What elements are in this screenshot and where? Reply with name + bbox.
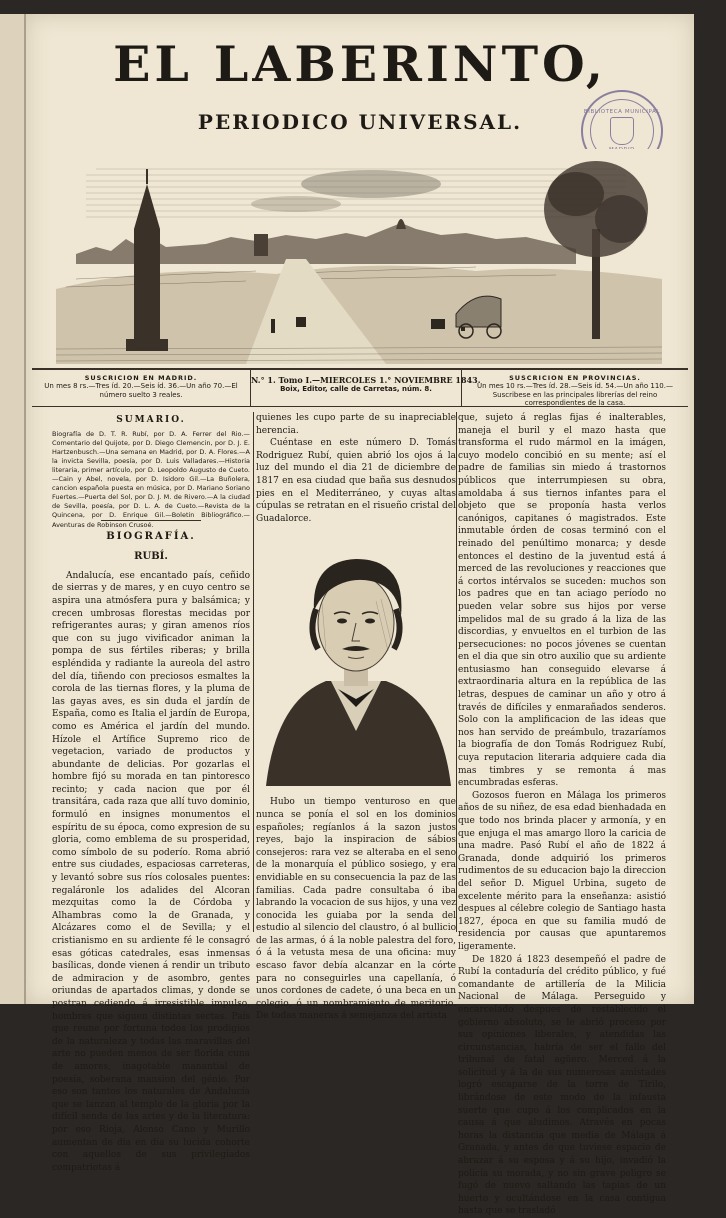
article-text-col1 xyxy=(52,570,250,1175)
biography-subject-name: RUBÍ. xyxy=(134,551,168,563)
masthead-title: EL LABERINTO, xyxy=(113,35,607,93)
issue-line: N.° 1. Tomo I.—MIERCOLES 1.° NOVIEMBRE 1843. xyxy=(251,375,481,385)
city-engraving xyxy=(56,149,662,364)
sumario-text: Biografía de D. T. R. Rubí, por D. A. Ferrer del Rio.—Comentario del Quijote, por D. Diego Clemencin, por D. J. E. Hartzenbusch.—Una semana en Madrid, por D. A. Flores.—A la invicta Sevilla, poesía, por D. Luis Valladares.—Historia literaria, primer artículo, por D. Leopoldo Augusto de Cueto.—Cain y Abel, novela, por D. Isidoro Gil.—La Buñolera, cancion española puesta en música, por D. Mariano Soriano Fuertes.—Puerta del Sol, por D. J. M. de Rivero.—A la ciudad de Sevilla, poesía, por D. L. A. de Cueto.—Revista de la Quincena, por D. Enrique Gil.—Boletin Bibliográfico.—Aventuras de Robinson Crusoé. xyxy=(52,429,250,529)
paragraph: De 1820 á 1823 desempeñó el padre de Rubí la contaduría del crédito público, y fué comandante de artillería de la Milicia Nacional de Málaga. Perseguido y encarcelado despues de restablecido el gobierno absoluto, se le abrió proceso por sus opiniones liberales, y atendidas las circunstancias, habría de ser el fallo del tribunal de fatal agüero. Merced á la solicitud y á la de sus numerosas amistades logró escaparse de la torre de Tirilo, librándose de este modo de la infausta suerte que cupo á los complicados en la causa á que aludimos. Através en pocas horas la distancia que media de Málaga á Granada, y antes de que tuviese espacio de abrazar á su esposa y á su hijo, invadió la policía su morada, y no sin grave peligro se fugó de nuevo saltando las tapias de un huerto y ocultándose en la casa contigua hasta que se trasladó xyxy=(458,954,666,1217)
subscription-bar xyxy=(32,368,688,407)
paragraph: quienes les cupo parte de su inapreciable herencia. xyxy=(256,413,456,436)
provinces-subscription-heading: SUSCRICION EN PROVINCIAS. xyxy=(509,374,641,382)
publisher-line: Boix, Editor, calle de Carretas, núm. 8. xyxy=(280,385,432,394)
paragraph: Hubo un tiempo venturoso en que nunca se ponía el sol en los dominios españoles; regíanlos á la sazon justos reyes, bajo la inspiracion de sábios consejeros: rara vez se alteraba en el seno de la monarquía el público sosiego, y era envidiable en su consecuencia la paz de las familias. Cada padre consultaba ó iba labrando la vocacion de sus hijos, y una vez conocida les guiaba por la senda del estudio al silencio del claustro, ó al bullicio de las armas, ó á la noble palestra del foro, ó á la vetusta mesa de una oficina: muy escaso favor debía alcanzar en la córte para no conseguirles una capellanía, ó unos cordones de cadete, ó una beca en un colegio, ó un nombramiento de meritorio. De todas maneras á semejanza del artista xyxy=(256,797,456,1022)
column-2 xyxy=(256,412,456,1022)
biografia-heading: BIOGRAFÍA. xyxy=(106,530,196,542)
paragraph: Cuéntase en este número D. Tomás Rodriguez Rubí, quien abrió los ojos á la luz del mundo el dia 21 de diciembre de 1817 en esa ciudad que baña sus desnudos pies en el Mediterráneo, y cuyas altas cúpulas se retratan en el risueño cristal del Guadalorce. xyxy=(256,438,456,524)
madrid-subscription-heading: SUSCRICION EN MADRID. xyxy=(84,374,198,382)
paragraph: Andalucía, ese encantado país, ceñido de sierras y de mares, y en cuyo centro se aspira una atmósfera pura y balsámica; y crecen umbrosas florestas mecidas por refrigerantes auras; y giran amenos ríos que con su jugo vivificador animan la pompa de sus fértiles riberas; y brilla espléndida y radiante la aureola del astro del día, tiñendo con preciosos esmaltes la corola de las tiernas flores, y la pluma de las gayas aves, es sin duda el jardín de España, como es Italia el jardín de Europa, como es América el jardín del mundo. Hízole el Artífice Supremo rico de vegetacion, variado de productos y abundante de delicias. Por gozarlas el hombre fijó su morada en tan pintoresco recinto; y cada nacion que por él transitára, cada raza que allí tuvo dominio, formuló en insignes monumentos el espíritu de su época, como expresion de su gloria, como emblema de su prosperidad, como símbolo de su poderío. Roma abrió entre sus ciudades, espaciosas carreteras, y levantó sobre sus ríos colosales puentes: regaláronle los adalides del Alcoran mezquitas como la de Córdoba y Alhambras como la de Granada, y Alcázares como el de Sevilla; y el cristianismo en su ardiente fé le consagró esas góticas catedrales, esas inmensas basílicas, donde vienen á rendir un tributo de admiracion y de asombro, gentes oriundas de apartados climas, y donde se postran cediendo á irresistible impulso, hombres que siguen distintas sectas. País que reune por fortuna todos los prodigios de la naturaleza y todas las maravillas del arte no pueden menos de ser florida cuna de amores, inagotable manantial de poesía, soberana mansion del génio. Por eso son tantos los naturales de Andalucía que se lanzan al templo de la gloria por la difícil senda de las artes y de la literatura: por eso Rioja, Alonso Cano y Murillo aumentan de dia en dia su lucida cohorte con aquellos de sus privilegiados compatriotas á xyxy=(52,570,250,1173)
newspaper-page xyxy=(26,14,694,1217)
issue-info xyxy=(251,370,481,406)
paragraph: Gozosos fueron en Málaga los primeros años de su niñez, de esa edad bienhadada en que todo nos brinda placer y armonía, y en que enjuga el mas amargo lloro la caricia de una madre. Pasó Rubí el año de 1822 á Granada, donde adquirió los primeros rudimentos de su educacion bajo la direccion del señor D. Miguel Urbina, sugeto de excelente mérito para la enseñanza: asistió despues al célebre colegio de Santiago hasta 1827, época en que su familia mudó de residencia por causas que apuntaremos ligeramente. xyxy=(458,790,666,952)
column-rule xyxy=(456,412,457,932)
paragraph: que, sujeto á reglas fijas é inalterables, maneja el buril y el mazo hasta que transforma el rudo mármol en la imágen, cuyo modelo concibió en su mente; así el padre de familias sin miedo á trastornos públicos que interrumpiesen su obra, amoldaba á sus tiernos infantes para el objeto que se proponía hasta verlos canónigos, capitanes ó magistrados. Este inmutable órden de cosas terminó con el reinado del penúltimo monarca; y desde entonces el destino de la juventud está á merced de las revoluciones y reacciones que á cortos intérvalos se suceden: muchos son los padres que en tan aciago período no pueden velar sobre sus hijos por verse impelidos mal de su grado á la liza de las discordias, y envueltos en el turbion de las persecuciones: no pocos jóvenes se cuentan en el dia que sin otro auxilio que su ardiente entusiasmo han conseguido elevarse á extraordinaria altura en la república de las letras, despues de caminar un año y otro á través de difíciles y enmarañados senderos. Solo con la amplificacion de las ideas que nos han servido de preámbulo, trazaríamos la biografía de don Tomás Rodriguez Rubí, cuya reputacion literaria adquiere cada dia mas timbres y se remonta á mas encumbradas esferas. xyxy=(458,413,666,789)
madrid-subscription-text: Un mes 8 rs.—Tres íd. 20.—Seis íd. 36.—Un año 70.—El número suelto 3 reales. xyxy=(44,382,238,399)
sumario-heading: SUMARIO. xyxy=(116,415,186,425)
column-1 xyxy=(52,412,250,1173)
stamp-top-text: BIBLIOTECA MUNICIPAL xyxy=(583,109,661,115)
column-rule xyxy=(253,412,254,932)
adjacent-page-edge xyxy=(0,14,26,1004)
crest-icon xyxy=(610,117,634,145)
provinces-subscription-text: Un mes 10 rs.—Tres íd. 28.—Seis íd. 54.—Un año 110.—Suscribese en las principales librerías del reino correspondientes de la casa. xyxy=(477,382,673,407)
madrid-subscription xyxy=(32,370,251,406)
provinces-subscription xyxy=(462,370,688,406)
portrait-engraving xyxy=(256,531,456,786)
masthead-subtitle: PERIODICO UNIVERSAL. xyxy=(197,110,523,134)
column-3 xyxy=(458,412,666,1217)
